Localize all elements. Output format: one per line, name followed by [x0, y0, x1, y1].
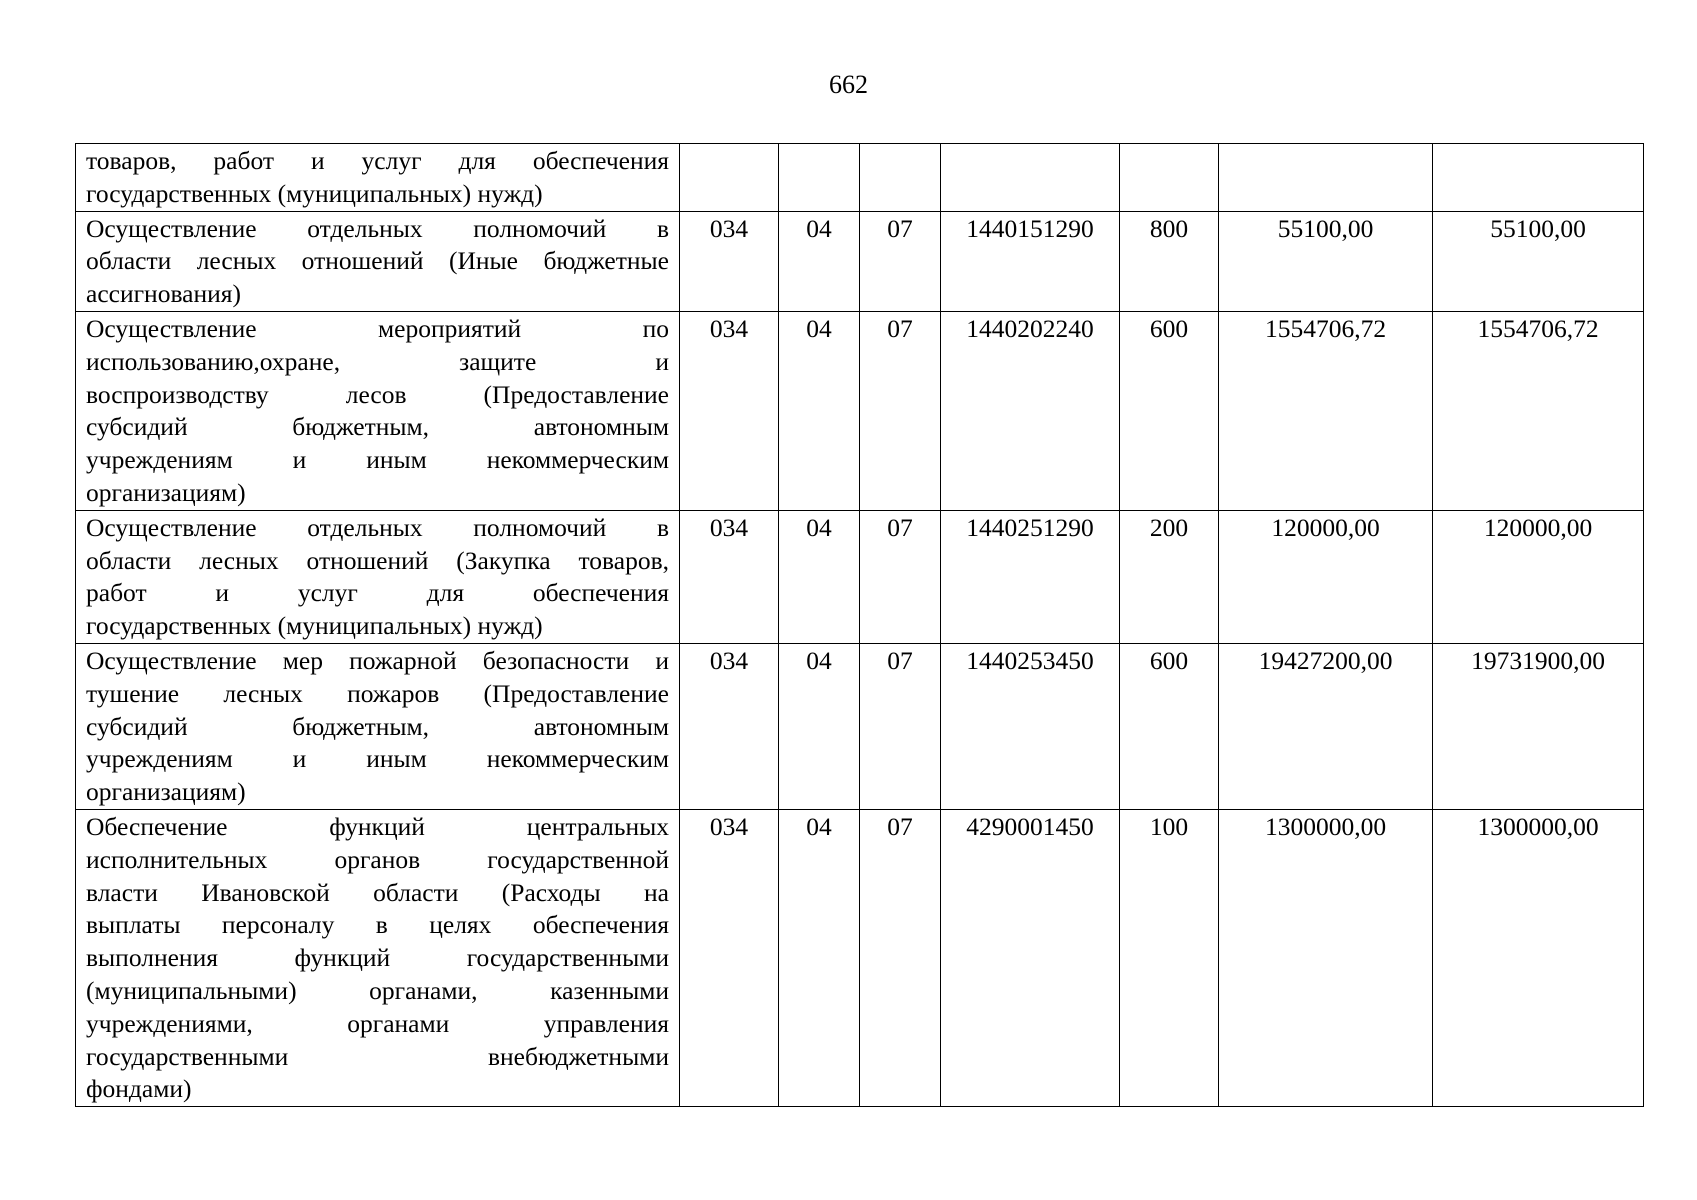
- description-line: власти Ивановской области (Расходы на: [86, 877, 669, 907]
- subsection-code-cell: 07: [860, 311, 941, 510]
- description-cell: [76, 211, 680, 311]
- description-line: Обеспечение функций центральных: [86, 811, 669, 841]
- description-line: области лесных отношений (Закупка товаров,: [86, 545, 669, 575]
- description-cell: [76, 144, 680, 212]
- description-line: ассигнования): [86, 279, 241, 309]
- description-line: учреждениям и иным некоммерческим: [86, 744, 669, 774]
- target-article-cell: 1440151290: [941, 211, 1120, 311]
- section-code-cell: [779, 144, 860, 212]
- target-article-cell: 1440202240: [941, 311, 1120, 510]
- table-row: [76, 809, 1644, 1106]
- amount-year-2-cell: 55100,00: [1433, 211, 1644, 311]
- table-body: [76, 144, 1644, 1107]
- amount-year-1-cell: 120000,00: [1219, 510, 1433, 643]
- subsection-code-cell: 07: [860, 643, 941, 809]
- subsection-code-cell: 07: [860, 510, 941, 643]
- table-row: [76, 144, 1644, 212]
- description-line: тушение лесных пожаров (Предоставление: [86, 678, 669, 708]
- amount-year-2-cell: 19731900,00: [1433, 643, 1644, 809]
- expense-type-cell: 600: [1120, 311, 1219, 510]
- description-line: Осуществление отдельных полномочий в: [86, 213, 669, 243]
- amount-year-1-cell: 1300000,00: [1219, 809, 1433, 1106]
- description-line: исполнительных органов государственной: [86, 844, 669, 874]
- description-line: субсидий бюджетным, автономным: [86, 711, 669, 741]
- ministry-code-cell: 034: [680, 211, 779, 311]
- description-line: государственных (муниципальных) нужд): [86, 611, 543, 641]
- ministry-code-cell: [680, 144, 779, 212]
- section-code-cell: 04: [779, 211, 860, 311]
- description-line: субсидий бюджетным, автономным: [86, 412, 669, 442]
- description-line: воспроизводству лесов (Предоставление: [86, 379, 669, 409]
- description-line: Осуществление мер пожарной безопасности и: [86, 645, 669, 675]
- ministry-code-cell: 034: [680, 809, 779, 1106]
- budget-table: [75, 143, 1644, 1107]
- amount-year-2-cell: 1554706,72: [1433, 311, 1644, 510]
- table-row: [76, 211, 1644, 311]
- description-cell: [76, 510, 680, 643]
- amount-year-2-cell: 120000,00: [1433, 510, 1644, 643]
- table-row: [76, 510, 1644, 643]
- amount-year-1-cell: 19427200,00: [1219, 643, 1433, 809]
- description-line: организациям): [86, 777, 246, 807]
- table-row: [76, 643, 1644, 809]
- target-article-cell: [941, 144, 1120, 212]
- description-cell: [76, 311, 680, 510]
- page-number: 662: [829, 70, 868, 99]
- section-code-cell: 04: [779, 643, 860, 809]
- section-code-cell: 04: [779, 809, 860, 1106]
- amount-year-1-cell: [1219, 144, 1433, 212]
- subsection-code-cell: 07: [860, 809, 941, 1106]
- amount-year-2-cell: 1300000,00: [1433, 809, 1644, 1106]
- target-article-cell: 1440253450: [941, 643, 1120, 809]
- description-line: организациям): [86, 477, 246, 507]
- description-line: (муниципальными) органами, казенными: [86, 975, 669, 1005]
- description-line: учреждениям и иным некоммерческим: [86, 445, 669, 475]
- description-cell: [76, 809, 680, 1106]
- section-code-cell: 04: [779, 311, 860, 510]
- amount-year-1-cell: 55100,00: [1219, 211, 1433, 311]
- subsection-code-cell: 07: [860, 211, 941, 311]
- description-line: Осуществление мероприятий по: [86, 313, 669, 343]
- description-line: выплаты персоналу в целях обеспечения: [86, 910, 669, 940]
- description-line: учреждениями, органами управления: [86, 1008, 669, 1038]
- ministry-code-cell: 034: [680, 643, 779, 809]
- amount-year-2-cell: [1433, 144, 1644, 212]
- description-line: Осуществление отдельных полномочий в: [86, 512, 669, 542]
- description-line: государственных (муниципальных) нужд): [86, 178, 543, 208]
- expense-type-cell: [1120, 144, 1219, 212]
- table-row: [76, 311, 1644, 510]
- target-article-cell: 1440251290: [941, 510, 1120, 643]
- expense-type-cell: 200: [1120, 510, 1219, 643]
- section-code-cell: 04: [779, 510, 860, 643]
- expense-type-cell: 600: [1120, 643, 1219, 809]
- description-line: государственными внебюджетными: [86, 1041, 669, 1071]
- ministry-code-cell: 034: [680, 311, 779, 510]
- description-line: области лесных отношений (Иные бюджетные: [86, 246, 669, 276]
- description-line: работ и услуг для обеспечения: [86, 578, 669, 608]
- expense-type-cell: 800: [1120, 211, 1219, 311]
- description-line: фондами): [86, 1074, 192, 1104]
- description-line: выполнения функций государственными: [86, 943, 669, 973]
- subsection-code-cell: [860, 144, 941, 212]
- description-line: товаров, работ и услуг для обеспечения: [86, 146, 669, 175]
- description-line: использованию,охране, защите и: [86, 346, 669, 376]
- amount-year-1-cell: 1554706,72: [1219, 311, 1433, 510]
- ministry-code-cell: 034: [680, 510, 779, 643]
- expense-type-cell: 100: [1120, 809, 1219, 1106]
- target-article-cell: 4290001450: [941, 809, 1120, 1106]
- description-cell: [76, 643, 680, 809]
